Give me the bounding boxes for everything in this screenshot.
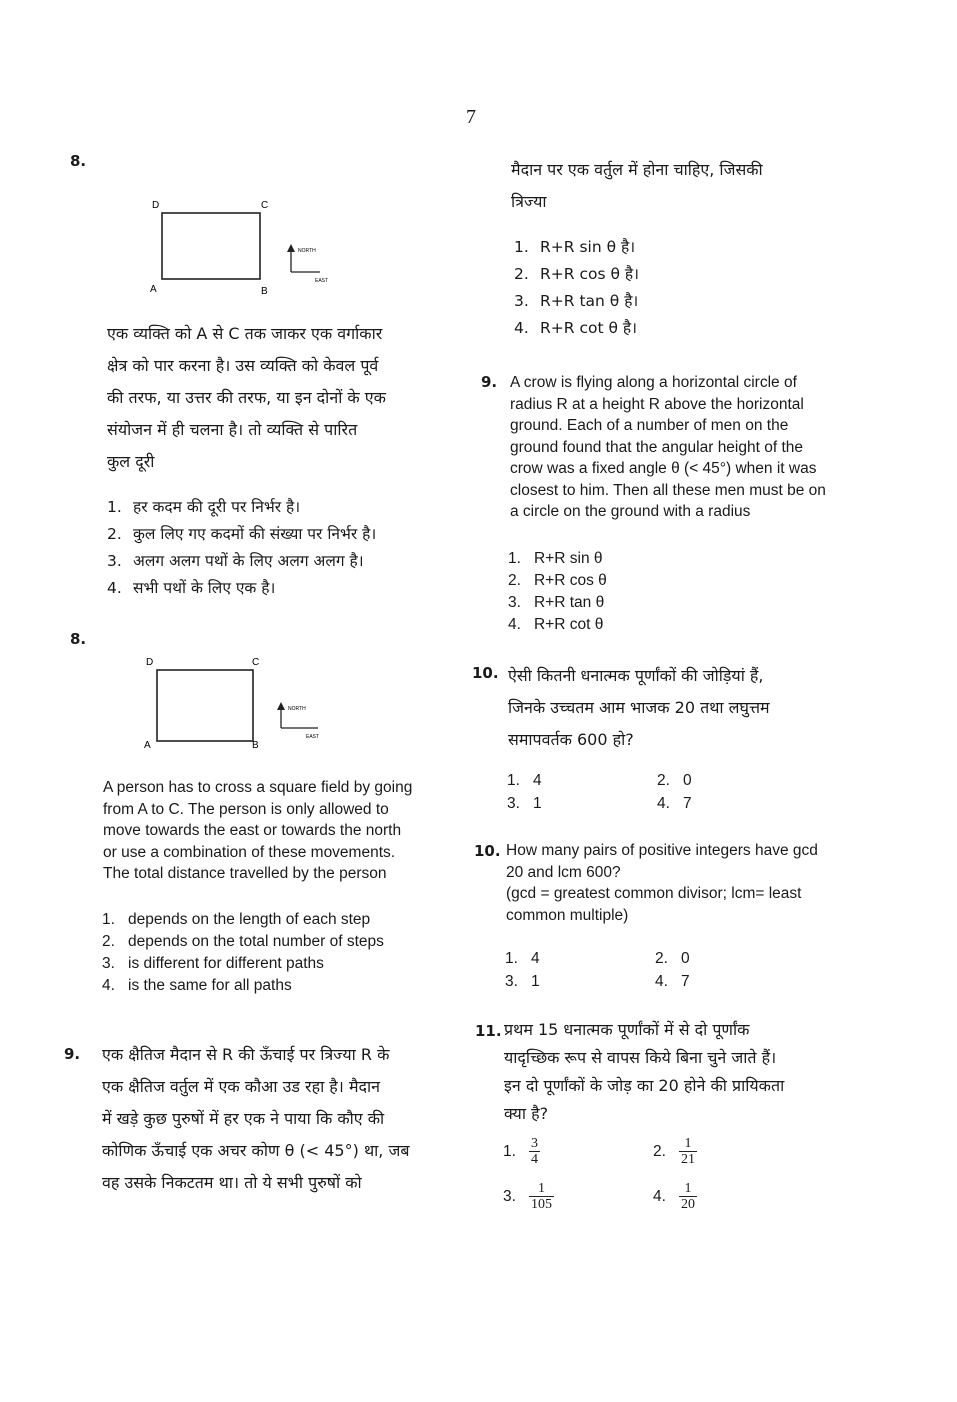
- option-number: 3.: [508, 594, 521, 611]
- q8-english-options: [102, 909, 452, 997]
- label-d: D: [146, 657, 154, 668]
- label-east: EAST: [306, 734, 320, 740]
- option-number: 1.: [508, 550, 521, 567]
- q11-hindi-option-2: [653, 1136, 697, 1167]
- option-number: 1.: [507, 772, 520, 789]
- option-number: 2.: [514, 265, 529, 283]
- option-text: R+R cot θ: [534, 616, 604, 633]
- label-d: D: [152, 200, 160, 211]
- q10-english-option-3: [505, 973, 540, 991]
- square-field: [157, 670, 253, 741]
- q9-english-options: [508, 548, 808, 636]
- label-north: NORTH: [298, 248, 316, 254]
- q10-english-options: [505, 950, 825, 996]
- option-number: 3.: [102, 955, 115, 972]
- q11-hindi-number: 11.: [475, 1022, 502, 1040]
- fraction: [529, 1136, 540, 1167]
- label-a: A: [144, 740, 151, 751]
- denominator: 4: [531, 1152, 538, 1167]
- option-number: 4.: [514, 319, 529, 337]
- q9-english-line-7: a circle on the ground with a radius: [510, 503, 751, 520]
- option-text: हर कदम की दूरी पर निर्भर है।: [133, 498, 301, 516]
- option-number: 3.: [514, 292, 529, 310]
- option-text: R+R tan θ: [534, 594, 605, 611]
- q10-english-option-4: [655, 973, 690, 991]
- q10-hindi-number: 10.: [472, 664, 499, 682]
- q9-hindi-stem: [102, 1039, 447, 1199]
- option-text: 0: [681, 950, 690, 967]
- q10-english-line-2: 20 and lcm 600?: [506, 863, 621, 881]
- q11-hindi-option-4: [653, 1181, 697, 1212]
- q9-english-line-5: crow was a fixed angle θ (< 45°) when it was: [510, 460, 817, 477]
- q8-hindi-line-1: एक व्यक्ति को A से C तक जाकर एक वर्गाकार: [107, 324, 383, 343]
- option-number: 3.: [503, 1187, 516, 1205]
- option-number: 4.: [107, 579, 122, 597]
- fraction: [679, 1136, 697, 1167]
- q10-english-number: 10.: [474, 842, 501, 860]
- option-number: 2.: [508, 572, 521, 589]
- q8-english-line-1: A person has to cross a square field by going: [103, 779, 413, 796]
- q8-hindi-option-1: [107, 494, 457, 521]
- q8-hindi-line-4: संयोजन में ही चलना है। तो व्यक्ति से पारित: [107, 420, 358, 439]
- option-text: R+R sin θ: [534, 550, 603, 567]
- q8-english-line-2: from A to C. The person is only allowed to: [103, 800, 389, 818]
- option-text: is different for different paths: [128, 955, 324, 972]
- option-text: 1: [531, 973, 540, 990]
- option-number: 1.: [107, 498, 122, 516]
- q11-hindi-option-3: [503, 1181, 554, 1212]
- q11-hindi-options: [503, 1136, 823, 1220]
- q8-hindi-option-4: [107, 575, 457, 602]
- q10-hindi-options: [507, 772, 827, 818]
- option-text: R+R cos θ: [534, 572, 607, 589]
- option-text: depends on the total number of steps: [128, 933, 384, 950]
- q9-english-line-6: closest to him. Then all these men must be on: [510, 481, 826, 499]
- option-number: 1.: [514, 238, 529, 256]
- q9-hindi-option-4: [514, 315, 854, 342]
- option-text: कुल लिए गए कदमों की संख्या पर निर्भर है।: [133, 525, 377, 543]
- q10-english-line-1: How many pairs of positive integers have gcd: [506, 842, 818, 859]
- q10-hindi-option-2: [657, 772, 692, 790]
- q8-hindi-line-2: क्षेत्र को पार करना है। उस व्यक्ति को केवल पूर्व: [107, 356, 379, 375]
- q8-hindi-stem: [107, 318, 452, 478]
- numerator: 1: [684, 1136, 692, 1151]
- q9-english-line-2: radius R at a height R above the horizontal: [510, 395, 804, 413]
- label-b: B: [261, 286, 268, 297]
- q9-english-line-4: ground found that the angular height of the: [510, 438, 804, 456]
- q9-english-option-4: [508, 614, 808, 636]
- q11-hindi-line-1: प्रथम 15 धनात्मक पूर्णांकों में से दो पूर्णांक: [504, 1020, 750, 1039]
- denominator: 105: [531, 1197, 552, 1212]
- q8-hindi-number: 8.: [70, 152, 87, 170]
- option-text: R+R cos θ है।: [540, 265, 639, 283]
- option-text: is the same for all paths: [128, 977, 292, 994]
- q11-hindi-option-1: [503, 1136, 540, 1167]
- q8-hindi-option-3: [107, 548, 457, 575]
- q9-hindi-line-4: कोणिक ऊँचाई एक अचर कोण θ (< 45°) था, जब: [102, 1141, 410, 1160]
- option-text: 7: [683, 795, 692, 812]
- denominator: 20: [681, 1197, 695, 1212]
- option-number: 2.: [653, 1142, 666, 1160]
- q8-english-line-3: move towards the east or towards the north: [103, 822, 402, 839]
- option-text: 4: [531, 950, 540, 967]
- option-number: 4.: [102, 977, 115, 994]
- fraction: [529, 1181, 554, 1212]
- square-field: [162, 213, 260, 279]
- q9-english-line-3: ground. Each of a number of men on the: [510, 417, 789, 434]
- q8-hindi-diagram: [140, 192, 350, 300]
- q10-english-stem: [506, 840, 852, 926]
- option-number: 3.: [507, 795, 520, 812]
- q8-english-stem: [103, 777, 448, 885]
- label-b: B: [252, 740, 259, 751]
- option-text: 4: [533, 772, 542, 789]
- q9-english-option-2: [508, 570, 808, 592]
- q9-hindi-line-3: में खड़े कुछ पुरुषों में हर एक ने पाया कि कौए की: [102, 1109, 385, 1128]
- q8-english-line-4: or use a combination of these movements.: [103, 843, 396, 861]
- option-text: सभी पथों के लिए एक है।: [133, 579, 276, 597]
- q10-english-line-3: (gcd = greatest common divisor; lcm= least: [506, 885, 802, 902]
- q8-hindi-options: [107, 494, 457, 602]
- label-c: C: [252, 657, 260, 668]
- q8-hindi-line-5: कुल दूरी: [107, 452, 155, 471]
- numerator: 1: [538, 1181, 545, 1196]
- option-number: 4.: [657, 795, 670, 812]
- q8-english-option-3: [102, 953, 452, 975]
- option-number: 2.: [655, 950, 668, 967]
- q8-english-diagram: [136, 650, 346, 758]
- label-north: NORTH: [288, 706, 306, 712]
- q10-english-line-4: common multiple): [506, 906, 629, 924]
- option-number: 4.: [653, 1187, 666, 1205]
- q11-hindi-line-4: क्या है?: [504, 1104, 549, 1123]
- q8-english-option-4: [102, 975, 452, 997]
- numerator: 1: [684, 1181, 692, 1196]
- label-a: A: [150, 284, 157, 295]
- q9-hindi-number: 9.: [64, 1045, 81, 1063]
- option-number: 4.: [508, 616, 521, 633]
- option-text: R+R cot θ है।: [540, 319, 637, 337]
- option-number: 2.: [102, 933, 115, 950]
- q9-hindi-line-1: एक क्षैतिज मैदान से R की ऊँचाई पर त्रिज्या R के: [102, 1045, 390, 1064]
- q8-english-number: 8.: [70, 630, 87, 648]
- option-number: 2.: [657, 772, 670, 789]
- q11-hindi-line-2: यादृच्छिक रूप से वापस किये बिना चुने जाते हैं।: [504, 1048, 777, 1067]
- denominator: 21: [681, 1152, 695, 1167]
- numerator: 3: [531, 1136, 538, 1151]
- option-number: 4.: [655, 973, 668, 990]
- q8-english-option-2: [102, 931, 452, 953]
- q9-hindi-option-1: [514, 234, 854, 261]
- q10-hindi-line-1: ऐसी कितनी धनात्मक पूर्णांकों की जोड़ियां हैं,: [508, 666, 764, 685]
- fraction: [679, 1181, 697, 1212]
- q8-hindi-option-2: [107, 521, 457, 548]
- q9-hindi-options: [514, 234, 854, 342]
- q10-hindi-line-3: समापवर्तक 600 हो?: [508, 730, 634, 749]
- option-number: 2.: [107, 525, 122, 543]
- q8-hindi-line-3: की तरफ, या उत्तर की तरफ, या इन दोनों के एक: [107, 388, 386, 407]
- q10-hindi-stem: [508, 660, 854, 756]
- q10-hindi-option-4: [657, 795, 692, 813]
- option-number: 3.: [107, 552, 122, 570]
- label-east: EAST: [315, 278, 329, 284]
- q10-hindi-option-1: [507, 772, 542, 790]
- option-number: 1.: [505, 950, 518, 967]
- q11-hindi-line-3: इन दो पूर्णांकों के जोड़ का 20 होने की प्रायिकता: [504, 1076, 785, 1095]
- option-number: 1.: [102, 911, 115, 928]
- q9-english-line-1: A crow is flying along a horizontal circle of: [510, 374, 797, 391]
- q9-hindi-line-5: वह उसके निकटतम था। तो ये सभी पुरुषों को: [102, 1173, 362, 1192]
- q9-hindi-option-3: [514, 288, 854, 315]
- q10-hindi-line-2: जिनके उच्चतम आम भाजक 20 तथा लघुत्तम: [508, 698, 770, 717]
- page-number: 7: [466, 106, 476, 128]
- q9-english-number: 9.: [481, 373, 498, 391]
- option-text: depends on the length of each step: [128, 911, 371, 928]
- q10-english-option-2: [655, 950, 690, 968]
- label-c: C: [261, 200, 269, 211]
- q9-hindi-cont-line-2: त्रिज्या: [511, 192, 547, 211]
- option-number: 3.: [505, 973, 518, 990]
- option-text: R+R sin θ है।: [540, 238, 636, 256]
- q11-hindi-stem: [504, 1016, 850, 1128]
- q9-hindi-option-2: [514, 261, 854, 288]
- q9-english-stem: [510, 372, 856, 523]
- option-text: अलग अलग पथों के लिए अलग अलग है।: [133, 552, 364, 570]
- q9-english-option-1: [508, 548, 808, 570]
- q9-hindi-line-2: एक क्षैतिज वर्तुल में एक कौआ उड रहा है। मैदान: [102, 1077, 381, 1096]
- option-text: 7: [681, 973, 690, 990]
- q8-english-line-5: The total distance travelled by the person: [103, 865, 387, 882]
- option-number: 1.: [503, 1142, 516, 1160]
- q9-hindi-cont-line-1: मैदान पर एक वर्तुल में होना चाहिए, जिसकी: [511, 160, 763, 179]
- q9-english-option-3: [508, 592, 808, 614]
- q10-english-option-1: [505, 950, 540, 968]
- option-text: R+R tan θ है।: [540, 292, 639, 310]
- q8-english-option-1: [102, 909, 452, 931]
- q9-hindi-continued: [511, 154, 857, 218]
- q10-hindi-option-3: [507, 795, 542, 813]
- option-text: 0: [683, 772, 692, 789]
- option-text: 1: [533, 795, 542, 812]
